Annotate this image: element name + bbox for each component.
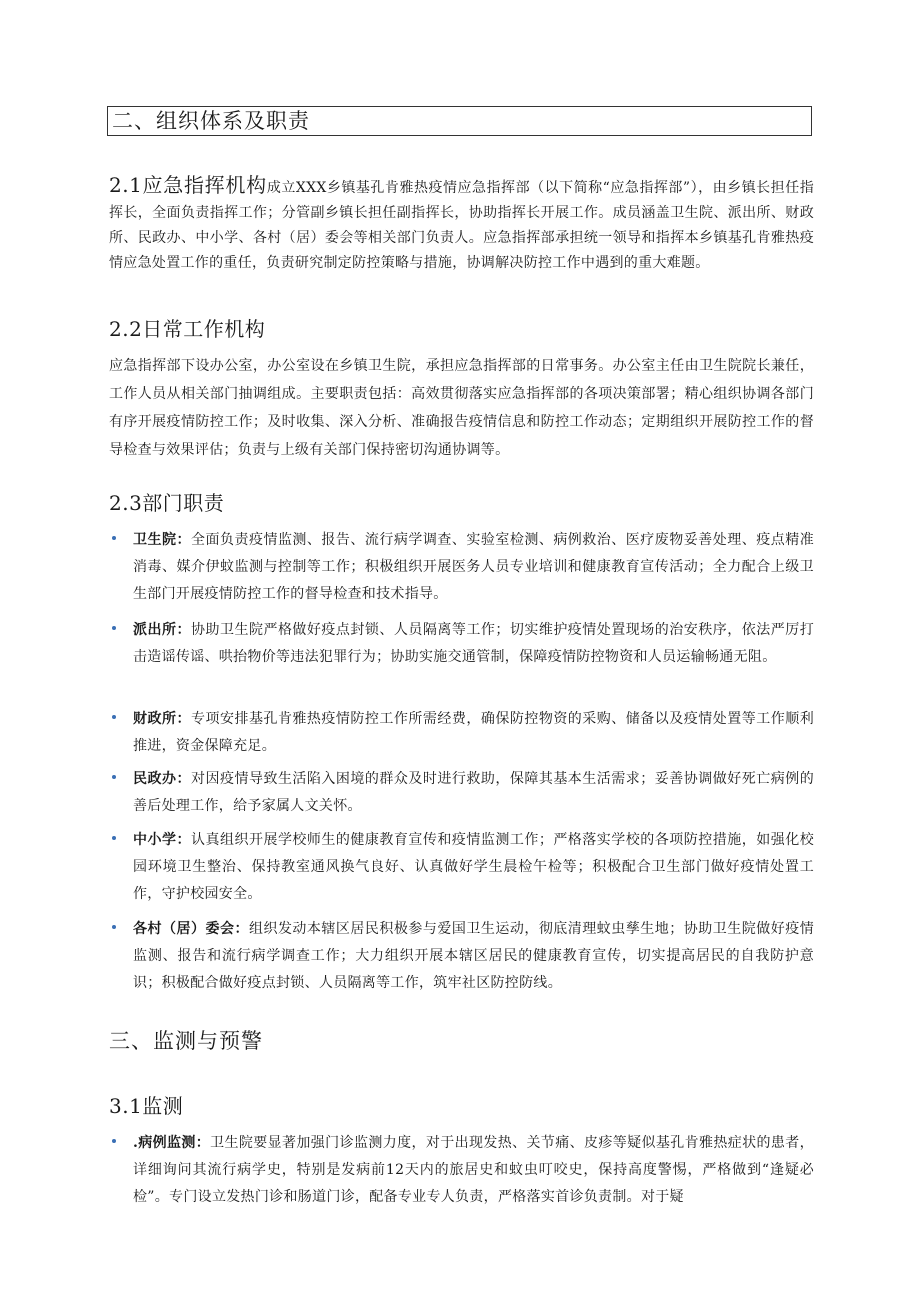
list-item-label: 中小学：	[133, 832, 191, 848]
list-item-body: 全面负责疫情监测、报告、流行病学调查、实验室检测、病例救治、医疗废物妥善处理、疫点精准消毒、媒介伊蚊监测与控制等工作；积极组织开展医务人员专业培训和健康教育宣传活动；全力配合上级卫生部门开展疫情防控工作的督导检查和技术指导。	[133, 532, 814, 602]
list-item-body: 认真组织开展学校师生的健康教育宣传和疫情监测工作；严格落实学校的各项防控措施，如强化校园环境卫生整治、保持教室通风换气良好、认真做好学生晨检午检等；积极配合卫生部门做好疫情处置工作，守护校园安全。	[133, 832, 814, 902]
section-3-title: 三、监测与预警	[109, 1029, 263, 1053]
list-item-text	[133, 916, 814, 997]
list-item-text	[133, 527, 814, 608]
bullet-icon	[112, 715, 116, 719]
section-2-1-text: 成立XXX乡镇基孔肯雅热疫情应急指挥部（以下简称“应急指挥部”），由乡镇长担任指挥长，全面负责指挥工作；分管副乡镇长担任副指挥长，协助指挥长开展工作。成员涵盖卫生院、派出所、财政所、民政办、中小学、各村（居）委会等相关部门负责人。应急指挥部承担统一领导和指挥本乡镇基孔肯雅热疫情应急处置工作的重任，负责研究制定防控策略与措施，协调解决防控工作中遇到的重大难题。	[109, 180, 815, 271]
bullet-icon	[112, 626, 116, 630]
bullet-icon	[112, 836, 116, 840]
section-2-1-paragraph	[109, 173, 814, 276]
section-2-2-text: 应急指挥部下设办公室，办公室设在乡镇卫生院，承担应急指挥部的日常事务。办公室主任由卫生院院长兼任，工作人员从相关部门抽调组成。主要职责包括：高效贯彻落实应急指挥部的各项决策部署；精心组织协调各部门有序开展疫情防控工作；及时收集、深入分析、准确报告疫情信息和防控工作动态；定期组织开展防控工作的督导检查与效果评估；负责与上级有关部门保持密切沟通协调等。	[109, 358, 814, 458]
bullet-icon	[112, 536, 116, 540]
section-2-2-heading: 2.2日常工作机构	[109, 317, 266, 341]
list-item-label: 各村（居）委会：	[133, 921, 249, 937]
list-item-text	[133, 706, 814, 760]
list-item-label: 财政所：	[133, 711, 191, 727]
list-item-body: 卫生院要显著加强门诊监测力度，对于出现发热、关节痛、皮疹等疑似基孔肯雅热症状的患者，详细询问其流行病学史，特别是发病前12天内的旅居史和蚊虫叮咬史，保持高度警惕，严格做到“逢疑必检”。专门设立发热门诊和肠道门诊，配备专业专人负责，严格落实首诊负责制。对于疑	[133, 1135, 814, 1205]
bullet-icon	[112, 925, 116, 929]
list-item-text	[133, 766, 814, 820]
section-2-3-heading: 2.3部门职责	[109, 491, 225, 515]
list-item-text	[133, 617, 814, 671]
list-item-label: 派出所：	[133, 622, 191, 638]
list-item-text	[133, 1130, 814, 1211]
list-item-body: 专项安排基孔肯雅热疫情防控工作所需经费，确保防控物资的采购、储备以及疫情处置等工作顺利推进，资金保障充足。	[133, 711, 814, 754]
section-2-title: 二、组织体系及职责	[107, 106, 812, 136]
list-item-label: 卫生院：	[133, 532, 191, 548]
list-item-text	[133, 827, 814, 908]
list-item-label: .病例监测：	[133, 1135, 211, 1151]
list-item-body: 协助卫生院严格做好疫点封锁、人员隔离等工作；切实维护疫情处置现场的治安秩序，依法严厉打击造谣传谣、哄抬物价等违法犯罪行为；协助实施交通管制，保障疫情防控物资和人员运输畅通无阻。	[133, 622, 814, 665]
bullet-icon	[112, 775, 116, 779]
bullet-icon	[112, 1139, 116, 1143]
section-3-1-heading: 3.1监测	[109, 1094, 184, 1118]
list-item-body: 对因疫情导致生活陷入困境的群众及时进行救助，保障其基本生活需求；妥善协调做好死亡病例的善后处理工作，给予家属人文关怀。	[133, 771, 814, 814]
section-2-1-heading: 2.1应急指挥机构	[109, 173, 267, 197]
list-item-body: 组织发动本辖区居民积极参与爱国卫生运动，彻底清理蚊虫孳生地；协助卫生院做好疫情监测、报告和流行病学调查工作；大力组织开展本辖区居民的健康教育宣传，切实提高居民的自我防护意识；积极配合做好疫点封锁、人员隔离等工作，筑牢社区防控防线。	[133, 921, 814, 991]
list-item-label: 民政办：	[133, 771, 191, 787]
